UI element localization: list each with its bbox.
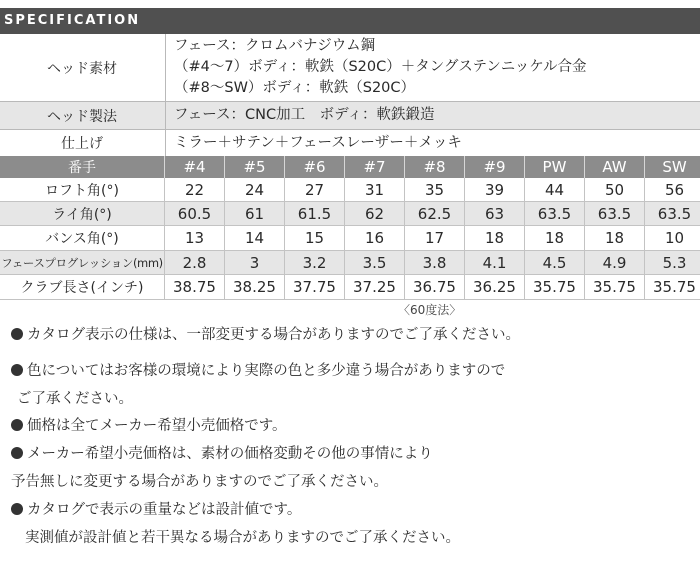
bullet-icon: [11, 419, 23, 431]
grid-cell: 22: [164, 178, 224, 201]
grid-cell: 62: [344, 202, 404, 225]
grid-header-row: [0, 156, 700, 178]
grid-header-label: 番手: [68, 160, 96, 176]
grid-row-label: フェースプログレッション(mm): [1, 255, 163, 270]
grid-cell: 4.5: [524, 251, 584, 274]
note-text: 色についてはお客様の環境により実際の色と多少違う場合がありますので: [27, 363, 506, 379]
grid-cell: 10: [644, 226, 700, 250]
grid-row-club-length: [0, 275, 700, 300]
note-item: [11, 362, 505, 381]
grid-cell: 31: [344, 178, 404, 201]
grid-cell: 63.5: [524, 202, 584, 225]
grid-cell: 15: [284, 226, 344, 250]
spec-value: [165, 34, 700, 101]
bullet-icon: [11, 447, 23, 459]
grid-row-face-progression: [0, 251, 700, 275]
spec-table: [0, 34, 700, 157]
note-text: 実測値が設計値と若干異なる場合がありますのでご了承ください。: [25, 530, 460, 546]
grid-cell: 61.5: [284, 202, 344, 225]
grid-cell: 3.8: [404, 251, 464, 274]
spec-value: [165, 102, 700, 129]
spec-label: ヘッド製法: [47, 108, 117, 125]
grid-cell: 16: [344, 226, 404, 250]
banner-title: SPECIFICATION: [4, 13, 141, 28]
spec-line: （#4〜7）ボディ：軟鉄（S20C）＋タングステンニッケル合金: [174, 59, 587, 75]
grid-cell: 14: [224, 226, 284, 250]
grid-cell: 5.3: [644, 251, 700, 274]
grid-row-bounce: [0, 226, 700, 251]
grid-row-label: ロフト角(°): [45, 182, 119, 199]
spec-line: フェース：CNC加工 ボディ：軟鉄鍛造: [174, 107, 435, 123]
grid-header-cell: #8: [404, 156, 464, 178]
note-text: ご了承ください。: [17, 391, 133, 407]
grid-row-label: ライ角(°): [52, 206, 112, 223]
grid-cell: 39: [464, 178, 524, 201]
grid-header-cell: SW: [644, 156, 700, 178]
note-continuation: [25, 529, 460, 548]
grid-header-cell: #9: [464, 156, 524, 178]
grid-cell: 36.75: [404, 275, 464, 299]
note-text: カタログ表示の仕様は、一部変更する場合がありますのでご了承ください。: [27, 327, 520, 343]
note-item: [11, 417, 287, 436]
grid-cell: 61: [224, 202, 284, 225]
spec-value: [165, 130, 700, 156]
grid-header-cell: AW: [584, 156, 644, 178]
spec-line: フェース：クロムバナジウム鋼: [174, 38, 376, 54]
spec-label: ヘッド素材: [47, 60, 117, 77]
grid-cell: 35: [404, 178, 464, 201]
note-item: [11, 501, 301, 520]
grid-header-cell: PW: [524, 156, 584, 178]
grid-cell: 38.25: [224, 275, 284, 299]
grid-cell: 36.25: [464, 275, 524, 299]
note-text: 予告無しに変更する場合がありますのでご了承ください。: [11, 474, 388, 490]
bullet-icon: [11, 503, 23, 515]
grid-cell: 37.75: [284, 275, 344, 299]
grid-header-cell: #6: [284, 156, 344, 178]
spec-line: （#8〜SW）ボディ：軟鉄（S20C）: [174, 80, 416, 96]
note-item: [11, 445, 433, 464]
grid-cell: 50: [584, 178, 644, 201]
grid-row-label: バンス角(°): [45, 231, 119, 247]
bullet-icon: [11, 364, 23, 376]
grid-cell: 63: [464, 202, 524, 225]
grid-cell: 3: [224, 251, 284, 274]
grid-row-label: クラブ長さ(インチ): [20, 280, 144, 296]
grid-row-loft: [0, 178, 700, 202]
grid-cell: 37.25: [344, 275, 404, 299]
grid-cell: 3.5: [344, 251, 404, 274]
spec-label: 仕上げ: [61, 136, 103, 152]
grid-cell: 3.2: [284, 251, 344, 274]
grid-cell: 63.5: [644, 202, 700, 225]
grid-cell: 63.5: [584, 202, 644, 225]
note-text: 価格は全てメーカー希望小売価格です。: [27, 418, 287, 434]
grid-cell: 35.75: [584, 275, 644, 299]
grid-cell: 27: [284, 178, 344, 201]
spec-row-finish: [0, 130, 700, 157]
grid-row-lie: [0, 202, 700, 226]
grid-header-cell: #4: [164, 156, 224, 178]
grid-cell: 60.5: [164, 202, 224, 225]
grid-cell: 38.75: [164, 275, 224, 299]
grid-header-cell: #7: [344, 156, 404, 178]
note-text: カタログで表示の重量などは設計値です。: [27, 502, 302, 518]
grid-cell: 13: [164, 226, 224, 250]
spec-banner: [0, 8, 700, 34]
grid-cell: 35.75: [644, 275, 700, 299]
grid-cell: 17: [404, 226, 464, 250]
grid-cell: 44: [524, 178, 584, 201]
note-continuation: [17, 390, 133, 409]
grid-cell: 62.5: [404, 202, 464, 225]
grid-cell: 18: [524, 226, 584, 250]
bullet-icon: [11, 328, 23, 340]
grid-cell: 56: [644, 178, 700, 201]
note-text: メーカー希望小売価格は、素材の価格変動その他の事情により: [27, 446, 433, 462]
grid-cell: 4.1: [464, 251, 524, 274]
grid-cell: 18: [584, 226, 644, 250]
grid-cell: 4.9: [584, 251, 644, 274]
measurement-note: 〈60度法〉: [398, 303, 462, 317]
grid-header-cell: #5: [224, 156, 284, 178]
spec-line: ミラー＋サテン＋フェースレーザー＋メッキ: [174, 134, 462, 151]
note-continuation: [11, 473, 388, 492]
spec-row-head-material: [0, 34, 700, 102]
grid-cell: 24: [224, 178, 284, 201]
spec-row-head-method: [0, 102, 700, 130]
grid-cell: 35.75: [524, 275, 584, 299]
grid-cell: 18: [464, 226, 524, 250]
grid-cell: 2.8: [164, 251, 224, 274]
note-item: [11, 326, 520, 345]
